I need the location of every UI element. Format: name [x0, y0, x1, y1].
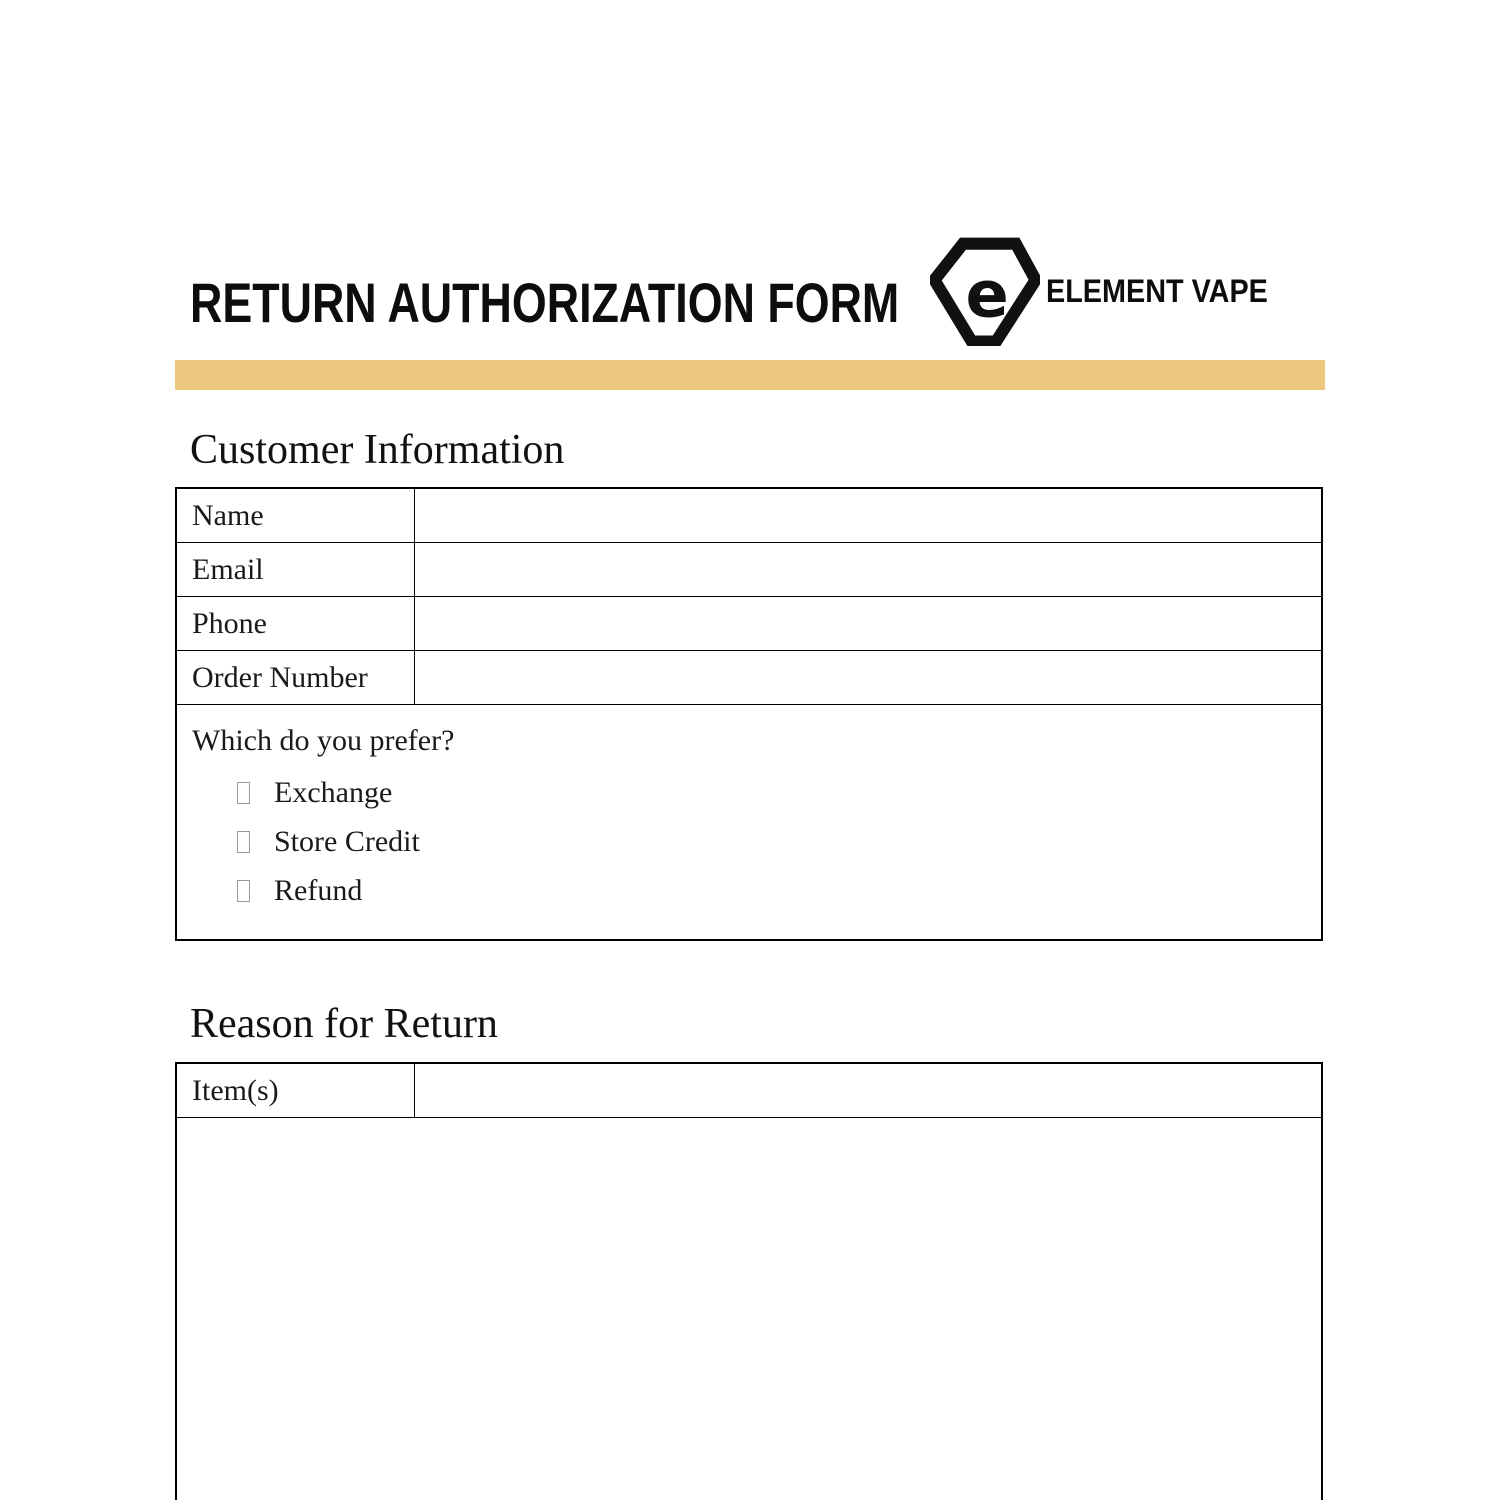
refund-checkbox[interactable]	[237, 880, 250, 902]
reason-text-area[interactable]	[177, 1118, 1321, 1500]
preference-question: Which do you prefer?	[192, 724, 455, 757]
email-field[interactable]	[415, 543, 1321, 596]
svg-text:e: e	[966, 258, 1010, 333]
name-field-label: Name	[177, 489, 415, 542]
brand-block	[930, 235, 1293, 347]
reason-for-return-heading: Reason for Return	[190, 1001, 498, 1047]
preference-option-label: Refund	[274, 873, 363, 907]
preference-option-label: Store Credit	[274, 824, 420, 858]
preference-option-store-credit[interactable]	[237, 817, 1301, 866]
brand-name: ELEMENT VAPE	[1046, 272, 1269, 309]
element-vape-logo-icon	[930, 236, 1040, 346]
items-field[interactable]	[415, 1064, 1321, 1117]
customer-information-table	[175, 487, 1323, 941]
preference-options	[237, 768, 1301, 915]
order-number-field[interactable]	[415, 651, 1321, 704]
items-field-label: Item(s)	[177, 1064, 415, 1117]
table-row	[177, 1064, 1321, 1118]
phone-field[interactable]	[415, 597, 1321, 650]
table-row	[177, 489, 1321, 543]
table-row	[177, 543, 1321, 597]
reason-for-return-table	[175, 1062, 1323, 1500]
order-number-field-label: Order Number	[177, 651, 415, 704]
store-credit-checkbox[interactable]	[237, 831, 250, 853]
preference-option-exchange[interactable]	[237, 768, 1301, 817]
phone-field-label: Phone	[177, 597, 415, 650]
table-row	[177, 651, 1321, 705]
customer-information-heading: Customer Information	[190, 427, 565, 473]
preference-option-label: Exchange	[274, 775, 393, 809]
accent-bar	[175, 360, 1325, 390]
table-row	[177, 597, 1321, 651]
preference-block	[177, 705, 1321, 939]
page-title: RETURN AUTHORIZATION FORM	[190, 271, 900, 334]
document-header	[175, 235, 1325, 350]
preference-option-refund[interactable]	[237, 866, 1301, 915]
exchange-checkbox[interactable]	[237, 782, 250, 804]
name-field[interactable]	[415, 489, 1321, 542]
email-field-label: Email	[177, 543, 415, 596]
